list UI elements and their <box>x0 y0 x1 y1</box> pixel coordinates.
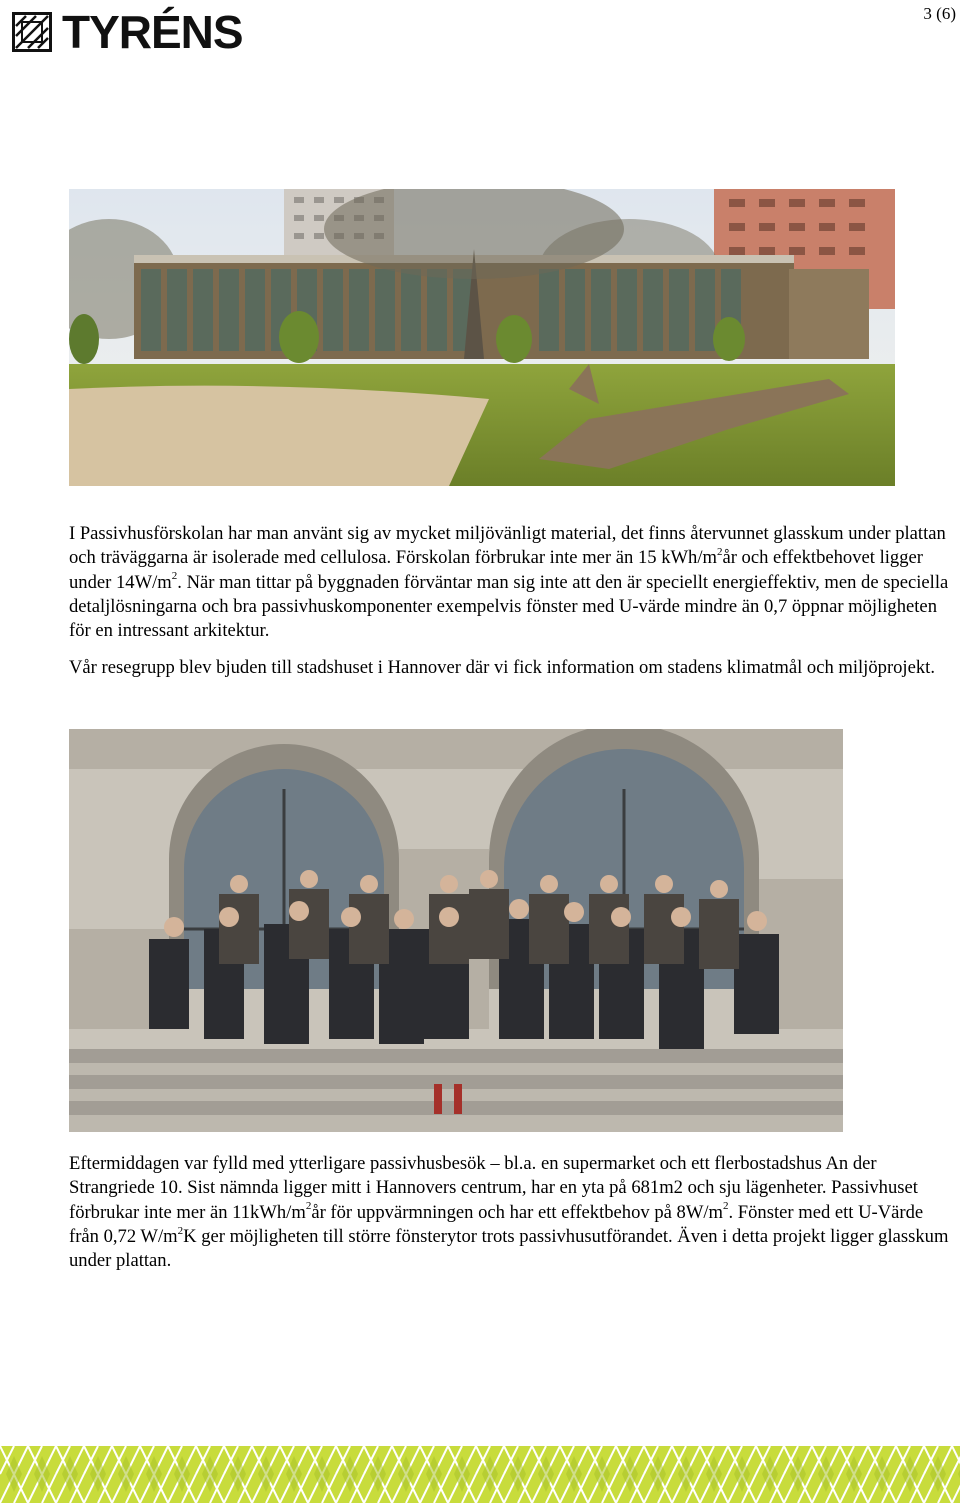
footer-pattern-icon <box>0 1446 960 1503</box>
logo-mark-icon <box>12 12 52 52</box>
paragraph-text: år för uppvärmningen och har ett effektbehov på 8W/m <box>311 1201 723 1223</box>
preschool-photo <box>69 189 895 486</box>
paragraph-preschool <box>69 522 954 643</box>
superscript: 2 <box>177 1224 184 1237</box>
paragraph-text: . Fönster med ett U-Värde från 0,72 W/m <box>69 1201 924 1247</box>
superscript: 2 <box>305 1200 312 1213</box>
group-photo <box>69 729 843 1132</box>
superscript: 2 <box>716 546 723 559</box>
paragraph-text: Eftermiddagen var fylld med ytterligare passivhusbesök – bl.a. en supermarket och ett flerbostadshus An der Strangriede 10. Sist nämnda ligger mitt i Hannovers centrum, har en yta på 681m2 och sju lägenheter. Passivhuset förbrukar inte mer än 11kWh/m <box>69 1153 918 1223</box>
paragraph-text: I Passivhusförskolan har man använt sig av mycket miljövänligt material, det finns återvunnet glasskum under plattan och träväggarna är isolerade med cellulosa. Förskolan förbrukar inte mer än 15 kWh/m <box>69 523 946 569</box>
paragraph-afternoon-visits <box>69 1152 954 1273</box>
page-number: 3 (6) <box>923 4 956 23</box>
superscript: 2 <box>171 570 178 583</box>
preschool-photo-image <box>69 189 895 486</box>
paragraph-text: . När man tittar på byggnaden förväntar man sig inte att den är speciellt energieffektiv, men de speciella detaljlösningarna och bra passivhuskomponenter exempelvis fönster med U-värde mindre än 0,7 öppnar möjligheten för en intressant arkitektur. <box>69 571 949 642</box>
paragraph-text: Vår resegrupp blev bjuden till stadshuset i Hannover där vi fick information om stadens klimatmål och miljöprojekt. <box>69 657 935 678</box>
paragraph-text: år och effektbehovet ligger under 14W/m <box>69 547 923 593</box>
superscript: 2 <box>723 1200 729 1213</box>
logo-text: TYRÉNS <box>62 6 243 58</box>
footer-pattern-band <box>0 1446 960 1503</box>
paragraph-city-hall <box>69 656 954 680</box>
paragraph-text: K ger möjligheten till större fönsterytor trots passivhusutförandet. Även i detta projekt ligger glasskum under plattan. <box>69 1225 949 1272</box>
group-photo-image <box>69 729 843 1132</box>
tyrens-logo <box>12 6 243 58</box>
